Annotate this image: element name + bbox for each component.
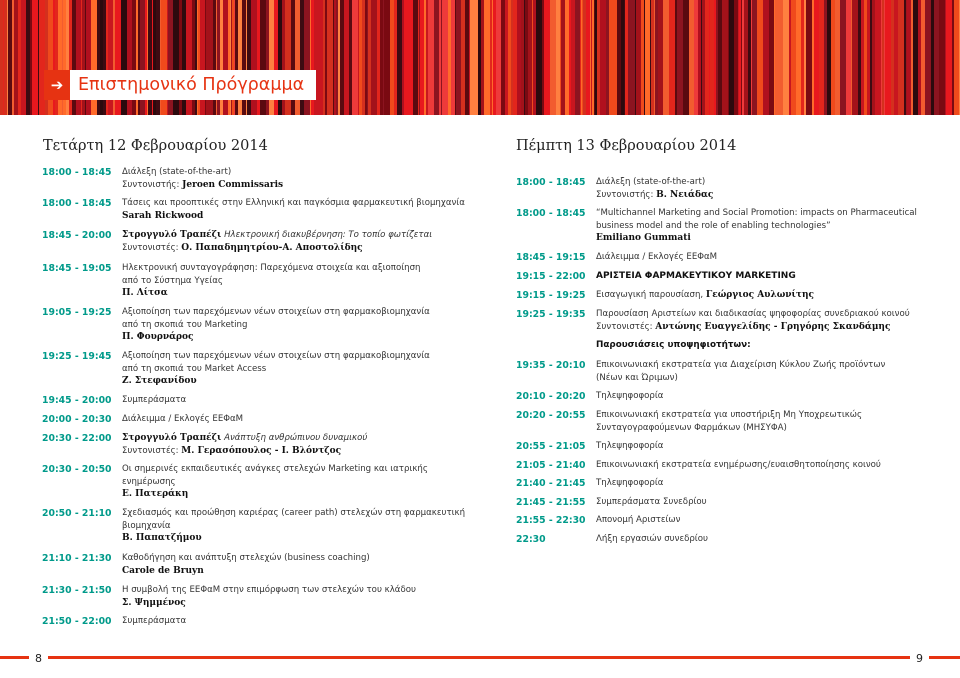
chair-name: Jeroen Commissaris	[182, 179, 284, 190]
time-slot: 20:00 - 20:30	[42, 414, 112, 425]
chair-label: Συντονιστές:	[122, 242, 179, 253]
right-day-title: Πέμπτη 13 Φεβρουαρίου 2014	[516, 138, 737, 154]
session-title: Παρουσίαση Αριστείων και διαδικασίας ψηφοφορίας συνεδριακού κοινού	[596, 309, 910, 319]
session-title: Εισαγωγική παρουσίαση,	[596, 290, 704, 300]
session-title: Συμπεράσματα	[122, 395, 187, 405]
session-title: Τηλεψηφοφορία	[596, 478, 664, 488]
session-title-cont: business model and the role of enabling technologies”	[596, 220, 831, 231]
section-header	[44, 70, 316, 100]
speaker-name: Σ. Ψημμένος	[122, 597, 186, 608]
session-title-cont: βιομηχανία	[122, 520, 171, 531]
session-title: Συμπεράσματα	[122, 616, 187, 626]
time-slot: 20:30 - 22:00	[42, 433, 112, 444]
session-title: Τηλεψηφοφορία	[596, 441, 664, 451]
session-title: Επικοινωνιακή εκστρατεία για Διαχείριση Κύκλου Ζωής προϊόντων	[596, 360, 886, 370]
chair-label: Συντονιστής:	[596, 189, 654, 200]
time-slot: 18:00 - 18:45	[42, 167, 112, 178]
time-slot: 18:00 - 18:45	[42, 198, 112, 209]
session-title: Τηλεψηφοφορία	[596, 391, 664, 401]
time-slot: 19:25 - 19:45	[42, 351, 112, 362]
round-table-label: Στρογγυλό Τραπέζι	[122, 433, 222, 443]
session-title: Αξιοποίηση των παρεχόμενων νέων στοιχείων στη φαρμακοβιομηχανία	[122, 351, 430, 361]
chair-label: Συντονιστής:	[122, 179, 180, 190]
time-slot: 18:45 - 19:15	[516, 252, 586, 263]
session-title: Καθοδήγηση και ανάπτυξη στελεχών (business coaching)	[122, 553, 370, 563]
session-title: Διάλειμμα / Εκλογές ΕΕΦαΜ	[596, 252, 718, 262]
chair-name: Μ. Γερασόπουλος - Ι. Βλόντζος	[181, 445, 342, 456]
time-slot: 21:40 - 21:45	[516, 478, 586, 489]
session-title: Αξιοποίηση των παρεχόμενων νέων στοιχείων στη φαρμακοβιομηχανία	[122, 307, 430, 317]
time-slot: 21:30 - 21:50	[42, 585, 112, 596]
time-slot: 21:10 - 21:30	[42, 553, 112, 564]
time-slot: 19:45 - 20:00	[42, 395, 112, 406]
time-slot: 20:55 - 21:05	[516, 441, 586, 452]
session-title: Διάλεξη (state-of-the-art)	[596, 177, 706, 187]
session-title: Επικοινωνιακή εκστρατεία ενημέρωσης/ευαισθητοποίησης κοινού	[596, 460, 881, 470]
session-title: Τάσεις και προοπτικές στην Ελληνική και παγκόσμια φαρμακευτική βιομηχανία	[122, 198, 465, 208]
time-slot: 18:00 - 18:45	[516, 177, 586, 188]
time-slot: 22:30	[516, 534, 546, 545]
chair-label: Συντονιστές:	[122, 445, 179, 456]
speaker-name: Β. Παπατζήμου	[122, 533, 202, 543]
footer-rule	[0, 656, 960, 659]
left-day-title: Τετάρτη 12 Φεβρουαρίου 2014	[43, 138, 268, 154]
time-slot: 21:05 - 21:40	[516, 460, 586, 471]
session-title: Οι σημερινές εκπαιδευτικές ανάγκες στελεχών Marketing και ιατρικής	[122, 464, 428, 474]
awards-heading: ΑΡΙΣΤΕΙΑ ΦΑΡΜΑΚΕΥΤΙΚΟΥ MARKETING	[596, 271, 796, 281]
chair-name: Β. Νειάδας	[656, 189, 714, 200]
session-title: “Multichannel Marketing and Social Promotion: impacts on Pharmaceutical	[596, 208, 917, 218]
session-title-cont: Συνταγογραφούμενων Φαρμάκων (ΜΗΣΥΦΑ)	[596, 422, 787, 433]
speaker-name: Ε. Πατεράκη	[122, 489, 189, 499]
round-table-topic: Ανάπτυξη ανθρώπινου δυναμικού	[224, 433, 368, 443]
time-slot: 18:00 - 18:45	[516, 208, 586, 219]
time-slot: 20:50 - 21:10	[42, 508, 112, 519]
candidates-heading: Παρουσιάσεις υποψηφιοτήτων:	[596, 340, 751, 350]
time-slot: 20:30 - 20:50	[42, 464, 112, 475]
speaker-name: Γεώργιος Αυλωνίτης	[705, 290, 814, 300]
speaker-name: Ζ. Στεφανίδου	[122, 376, 197, 386]
time-slot: 21:45 - 21:55	[516, 497, 586, 508]
time-slot: 18:45 - 20:00	[42, 230, 112, 241]
session-title: Λήξη εργασιών συνεδρίου	[596, 534, 708, 544]
round-table-label: Στρογγυλό Τραπέζι	[122, 230, 222, 240]
time-slot: 19:05 - 19:25	[42, 307, 112, 318]
session-title: Απονομή Αριστείων	[596, 515, 681, 525]
session-title-cont: από το Σύστημα Υγείας	[122, 275, 223, 286]
session-title-cont: από τη σκοπιά του Marketing	[122, 319, 248, 330]
session-title-cont: ενημέρωσης	[122, 476, 176, 487]
time-slot: 19:15 - 22:00	[516, 271, 586, 282]
chair-label: Συντονιστές:	[596, 321, 653, 332]
time-slot: 21:55 - 22:30	[516, 515, 586, 526]
speaker-name: Sarah Rickwood	[122, 210, 204, 221]
time-slot: 21:50 - 22:00	[42, 616, 112, 627]
page-number-right: 9	[910, 652, 929, 665]
chair-name: Αντώνης Ευαγγελίδης - Γρηγόρης Σκανδάμης	[655, 321, 891, 332]
speaker-name: Π. Φουρνάρος	[122, 332, 194, 342]
session-title-cont: από τη σκοπιά του Market Access	[122, 363, 267, 374]
arrow-right-icon: ➔	[44, 70, 70, 100]
speaker-name: Emiliano Gummati	[596, 233, 691, 243]
time-slot: 20:20 - 20:55	[516, 410, 586, 421]
page-number-left: 8	[29, 652, 48, 665]
session-title: Επικοινωνιακή εκστρατεία για υποστήριξη Μη Υποχρεωτικώς	[596, 410, 863, 420]
speaker-name: Π. Λίτσα	[122, 288, 168, 298]
chair-name: Ο. Παπαδημητρίου-Α. Αποστολίδης	[181, 242, 363, 253]
session-title: Διάλεξη (state-of-the-art)	[122, 167, 232, 177]
time-slot: 19:35 - 20:10	[516, 360, 586, 371]
session-title: Ηλεκτρονική συνταγογράφηση: Παρεχόμενα στοιχεία και αξιοποίηση	[122, 263, 421, 273]
session-title: Διάλειμμα / Εκλογές ΕΕΦαΜ	[122, 414, 244, 424]
section-title: Επιστημονικό Πρόγραμμα	[78, 75, 305, 95]
time-slot: 20:10 - 20:20	[516, 391, 586, 402]
session-title: Συμπεράσματα Συνεδρίου	[596, 497, 707, 507]
round-table-topic: Ηλεκτρονική διακυβέρνηση: Το τοπίο φωτίζεται	[224, 230, 433, 240]
session-title: Η συμβολή της ΕΕΦαΜ στην επιμόρφωση των στελεχών του κλάδου	[122, 585, 416, 595]
session-title-cont: (Νέων και Ώριμων)	[596, 372, 678, 383]
speaker-name: Carole de Bruyn	[122, 565, 204, 576]
time-slot: 18:45 - 19:05	[42, 263, 112, 274]
session-title: Σχεδιασμός και προώθηση καριέρας (career path) στελεχών στη φαρμακευτική	[122, 508, 466, 518]
time-slot: 19:15 - 19:25	[516, 290, 586, 301]
time-slot: 19:25 - 19:35	[516, 309, 586, 320]
